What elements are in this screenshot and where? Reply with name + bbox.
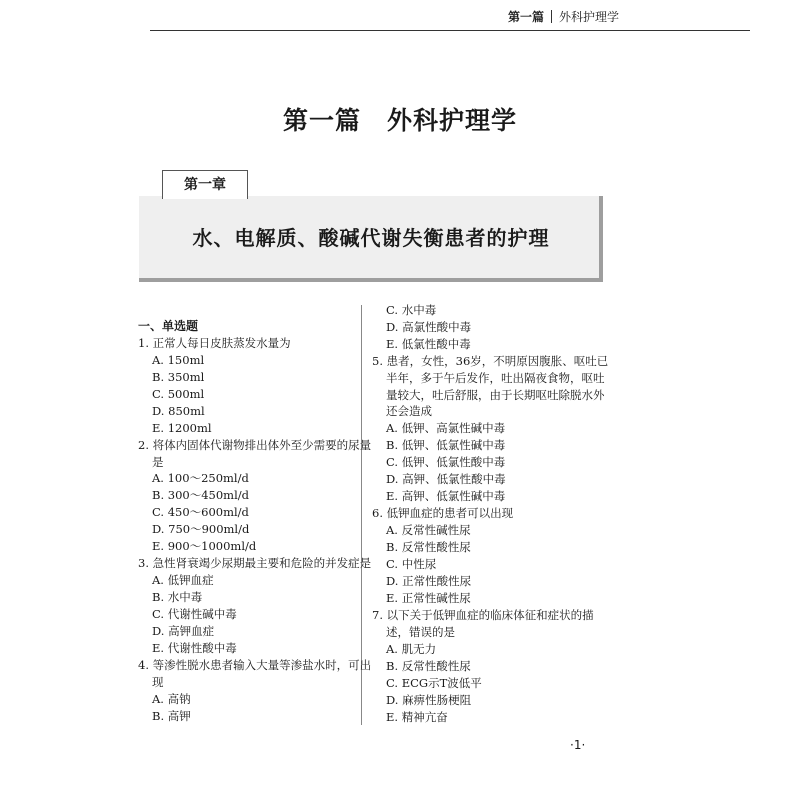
page-number: ·1· xyxy=(570,738,586,752)
right-question-list xyxy=(372,353,612,726)
question-stem: 2. 将体内固体代谢物排出体外至少需要的尿量是 xyxy=(138,437,372,469)
header-subject: 外科护理学 xyxy=(559,10,620,24)
answer-option: E. 精神亢奋 xyxy=(386,709,448,724)
answer-option: A. 反常性碱性尿 xyxy=(386,522,471,537)
header-part: 第一篇 xyxy=(508,10,545,24)
answer-option: E. 1200ml xyxy=(152,420,212,435)
running-header xyxy=(508,10,619,24)
left-question-list xyxy=(138,335,378,725)
chapter-title: 水、电解质、酸碱代谢失衡患者的护理 xyxy=(192,226,550,250)
answer-option: D. 正常性酸性尿 xyxy=(386,573,472,588)
answer-option: E. 900～1000ml/d xyxy=(152,539,257,554)
question-stem: 1. 正常人每日皮肤蒸发水量为 xyxy=(138,336,291,350)
question-stem: 4. 等渗性脱水患者输入大量等渗盐水时，可出现 xyxy=(138,658,372,689)
answer-option: D. 850ml xyxy=(152,403,205,418)
answer-option: A. 高钠 xyxy=(152,691,191,706)
question-stem: 3. 急性肾衰竭少尿期最主要和危险的并发症是 xyxy=(138,556,372,571)
answer-option: C. ECG示T波低平 xyxy=(386,675,482,690)
question-stem: 5. 患者，女性，36岁，不明原因腹胀、呕吐已半年，多于午后发作，吐出隔夜食物，呕吐量较大，吐后舒服，由于长期呕吐除脱水外还会造成 xyxy=(372,354,609,419)
part-title: 第一篇 外科护理学 xyxy=(282,106,517,135)
header-rule xyxy=(150,30,750,31)
section-title: 一、单选题 xyxy=(138,319,199,333)
answer-option: C. 中性尿 xyxy=(386,556,437,571)
question-stem: 7. 以下关于低钾血症的临床体征和症状的描述，错误的是 xyxy=(372,607,594,639)
answer-option: E. 低氯性酸中毒 xyxy=(386,337,471,351)
answer-option: B. 反常性酸性尿 xyxy=(386,658,471,673)
answer-option: A. 低钾血症 xyxy=(152,573,214,588)
answer-option: A. 肌无力 xyxy=(386,641,437,656)
right-continued-options xyxy=(372,302,612,353)
header-separator xyxy=(551,10,552,23)
answer-option: B. 反常性酸性尿 xyxy=(386,539,471,554)
answer-option: C. 水中毒 xyxy=(386,303,437,317)
answer-option: D. 750～900ml/d xyxy=(152,522,250,537)
answer-option: A. 低钾、高氯性碱中毒 xyxy=(386,421,506,436)
answer-option: A. 100～250ml/d xyxy=(152,471,249,486)
chapter-tab: 第一章 xyxy=(162,170,248,199)
answer-option: C. 代谢性碱中毒 xyxy=(152,607,237,622)
answer-option: B. 350ml xyxy=(152,369,205,384)
right-column xyxy=(372,302,612,726)
answer-option: D. 高氯性酸中毒 xyxy=(386,320,472,334)
answer-option: C. 450～600ml/d xyxy=(152,505,249,520)
answer-option: D. 高钾、低氯性酸中毒 xyxy=(386,472,506,487)
answer-option: D. 高钾血症 xyxy=(152,624,215,639)
answer-option: B. 水中毒 xyxy=(152,590,203,605)
answer-option: D. 麻痹性肠梗阻 xyxy=(386,692,472,707)
answer-option: C. 500ml xyxy=(152,386,205,401)
answer-option: E. 代谢性酸中毒 xyxy=(152,641,237,656)
answer-option: C. 低钾、低氯性酸中毒 xyxy=(386,455,506,470)
answer-option: A. 150ml xyxy=(152,352,205,367)
answer-option: B. 300～450ml/d xyxy=(152,488,249,503)
answer-option: B. 低钾、低氯性碱中毒 xyxy=(386,438,506,453)
answer-option: B. 高钾 xyxy=(152,708,191,723)
answer-option: E. 正常性碱性尿 xyxy=(386,590,471,605)
answer-option: E. 高钾、低氯性碱中毒 xyxy=(386,489,506,504)
question-stem: 6. 低钾血症的患者可以出现 xyxy=(372,506,514,521)
left-column xyxy=(138,318,378,725)
